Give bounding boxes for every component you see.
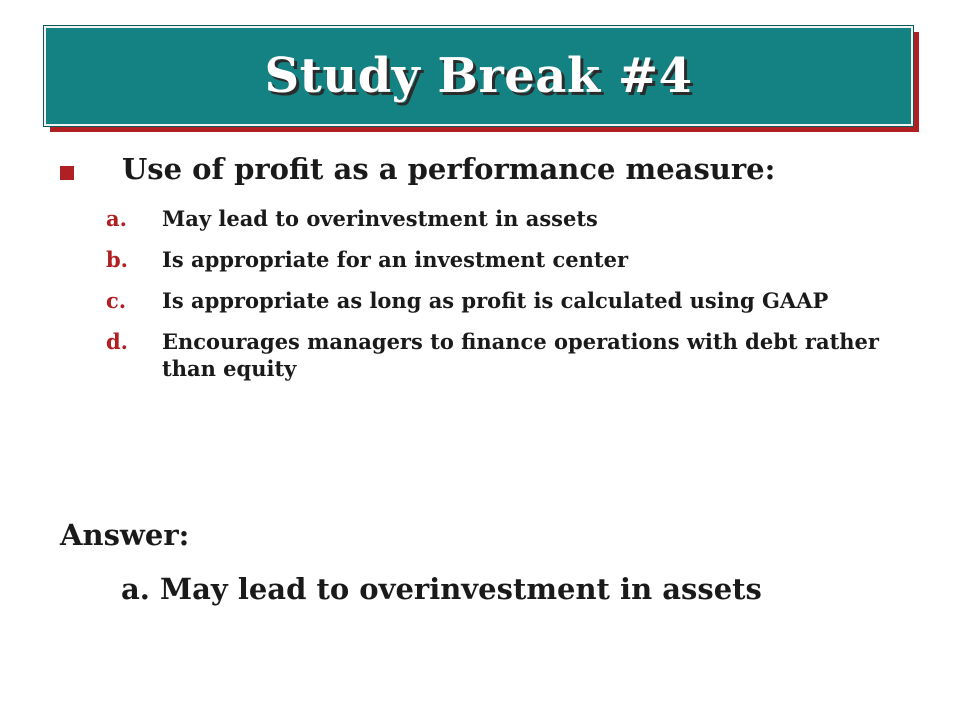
option-text: Is appropriate for an investment center	[162, 247, 629, 272]
option-letter: c.	[106, 288, 127, 313]
option-c	[106, 287, 906, 314]
option-b	[106, 246, 906, 273]
answer-label: Answer:	[60, 518, 190, 552]
slide-title: Study Break #4	[264, 48, 693, 104]
option-letter: a.	[106, 206, 127, 231]
square-bullet-icon	[60, 166, 74, 180]
options-list	[106, 205, 906, 396]
option-text: May lead to overinvestment in assets	[162, 206, 598, 231]
option-d	[106, 328, 906, 382]
option-a	[106, 205, 906, 232]
option-text: Is appropriate as long as profit is calculated using GAAP	[162, 288, 829, 313]
answer-text: a. May lead to overinvestment in assets	[121, 572, 762, 606]
question-text: Use of profit as a performance measure:	[122, 152, 776, 186]
option-letter: d.	[106, 329, 128, 354]
option-text: Encourages managers to finance operations with debt rather than equity	[162, 329, 879, 381]
option-letter: b.	[106, 247, 128, 272]
